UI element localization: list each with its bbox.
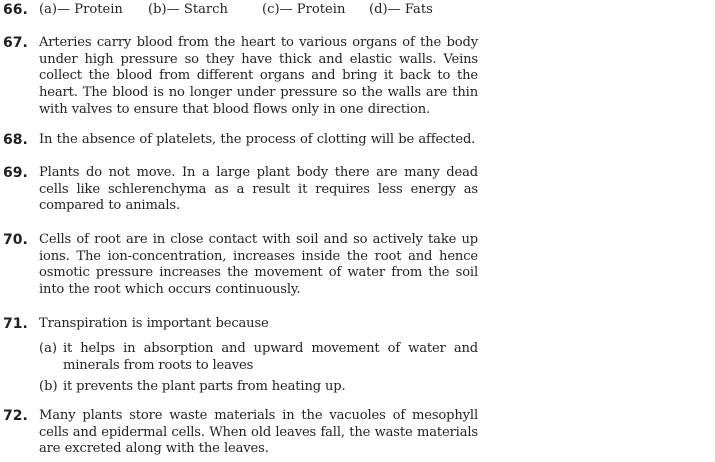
answer-intro (39, 316, 478, 333)
question-number: 67. (3, 35, 28, 51)
text-line: it prevents the plant parts from heating up. (63, 379, 346, 394)
text-line: heart. The blood is no longer under pressure so the walls are thin (39, 85, 478, 101)
option-d: (d)— Fats (369, 2, 433, 17)
text-line: In the absence of platelets, the process of clotting will be affected. (39, 132, 476, 147)
text-line: osmotic pressure increases the movement of water from the soil (39, 265, 478, 281)
part-text (63, 341, 478, 374)
question-number: 66. (3, 2, 28, 18)
question-number: 70. (3, 232, 28, 248)
answer-text (39, 165, 478, 215)
part-label: (a) (39, 341, 58, 356)
question-number: 72. (3, 408, 28, 424)
text-line: with valves to ensure that blood flows only in one direction. (39, 101, 431, 117)
text-line: Plants do not move. In a large plant body there are many dead (39, 165, 478, 180)
text-line: Many plants store waste materials in the vacuoles of mesophyll (39, 408, 478, 423)
answer-text (39, 232, 478, 299)
answer-text (39, 132, 478, 149)
text-line: it helps in absorption and upward movement of water and (63, 341, 478, 356)
text-line: cells and epidermal cells. When old leaves fall, the waste materials (39, 424, 478, 440)
option-a: (a)— Protein (39, 2, 123, 17)
text-line: Transpiration is important because (39, 316, 269, 331)
text-line: Cells of root are in close contact with soil and so actively take up (39, 232, 478, 247)
text-line: are excreted along with the leaves. (39, 441, 269, 457)
text-line: under high pressure so they have thick and elastic walls. Veins (39, 51, 478, 67)
text-line: minerals from roots to leaves (63, 357, 254, 373)
answer-text (39, 408, 478, 458)
option-b: (b)— Starch (148, 2, 228, 17)
question-number: 69. (3, 165, 28, 181)
text-line: collect the blood from different organs and bring it back to the (39, 68, 478, 84)
part-label: (b) (39, 379, 58, 394)
part-text (63, 379, 478, 396)
text-line: ions. The ion-concentration, increases inside the root and hence (39, 248, 478, 264)
question-number: 68. (3, 132, 28, 148)
text-line: into the root which occurs continuously. (39, 282, 301, 298)
text-line: compared to animals. (39, 198, 180, 214)
option-c: (c)— Protein (262, 2, 346, 17)
text-line: cells like schlerenchyma as a result it requires less energy as (39, 181, 478, 197)
question-number: 71. (3, 316, 28, 332)
text-line: Arteries carry blood from the heart to various organs of the body (39, 35, 478, 50)
answer-text (39, 35, 478, 119)
